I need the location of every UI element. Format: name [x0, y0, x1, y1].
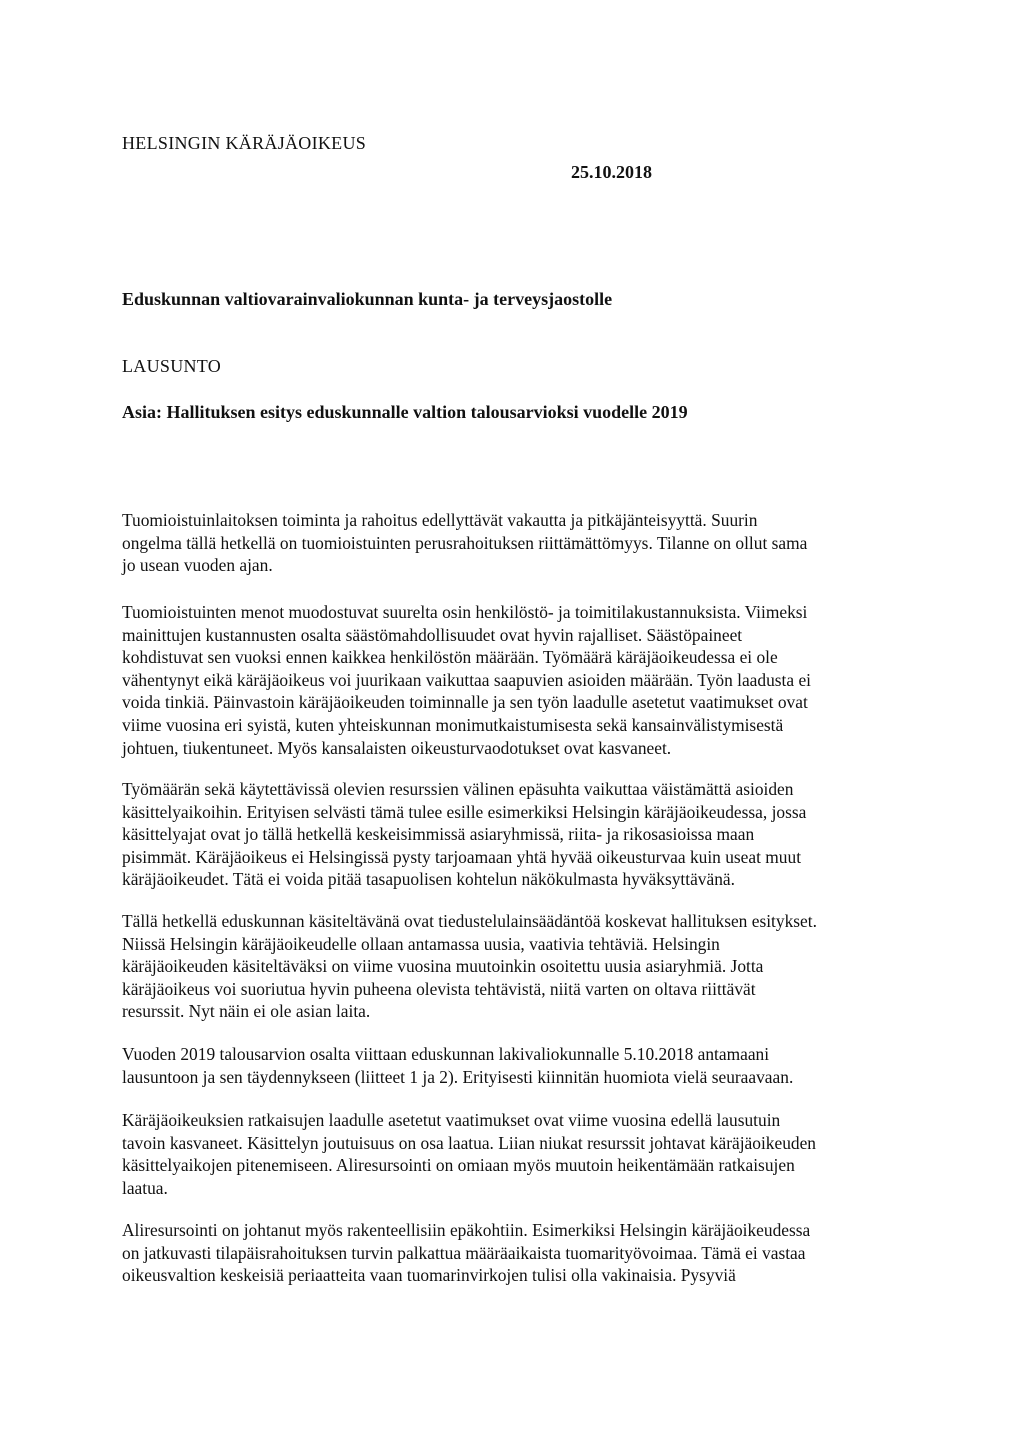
- paragraph-line: kohdistuvat sen vuoksi ennen kaikkea henkilöstön määrään. Työmäärä käräjäoikeudessa ei ole: [122, 647, 778, 668]
- body-paragraph-5: [122, 1043, 912, 1088]
- paragraph-line: Käräjäoikeuksien ratkaisujen laadulle asetetut vaatimukset ovat viime vuosina edellä lausutuin: [122, 1110, 781, 1130]
- paragraph-line: oikeusvaltion keskeisiä periaatteita vaan tuomarinvirkojen tulisi olla vakinaisia. Pysyviä: [122, 1265, 736, 1286]
- paragraph-line: mainittujen kustannusten osalta säästömahdollisuudet ovat hyvin rajalliset. Säästöpaineet: [122, 624, 743, 645]
- paragraph-line: johtuen, tiukentuneet. Myös kansalaisten oikeusturvaodotukset ovat kasvaneet.: [122, 737, 672, 758]
- paragraph-line: Vuoden 2019 talousarvion osalta viittaan eduskunnan lakivaliokunnalle 5.10.2018 antamaani: [122, 1044, 770, 1064]
- paragraph-line: Tällä hetkellä eduskunnan käsiteltävänä ovat tiedustelulainsäädäntöä koskevat hallituksen esitykset.: [122, 911, 817, 931]
- paragraph-line: resurssit. Nyt näin ei ole asian laita.: [122, 1001, 371, 1022]
- document-type: LAUSUNTO: [122, 356, 222, 376]
- paragraph-line: tavoin kasvaneet. Käsittelyn joutuisuus on osa laatua. Liian niukat resurssit johtavat käräjäoikeuden: [122, 1132, 816, 1153]
- body-paragraph-3: [122, 778, 912, 891]
- paragraph-line: Tuomioistuinlaitoksen toiminta ja rahoitus edellyttävät vakautta ja pitkäjänteisyyttä. Suurin: [122, 510, 758, 530]
- document-date: 25.10.2018: [571, 162, 652, 182]
- paragraph-line: Tuomioistuinten menot muodostuvat suurelta osin henkilöstö- ja toimitilakustannuksista. Viimeksi: [122, 602, 808, 622]
- recipient-line: Eduskunnan valtiovarainvaliokunnan kunta- ja terveysjaostolle: [122, 289, 613, 309]
- paragraph-line: käsittelyaikojen pitenemiseen. Aliresursointi on omiaan myös muutoin heikentämään ratkaisujen: [122, 1155, 795, 1176]
- body-paragraph-1: [122, 509, 912, 577]
- paragraph-line: laatua.: [122, 1177, 168, 1198]
- paragraph-line: pisimmät. Käräjäoikeus ei Helsingissä pysty tarjoamaan yhtä hyvää oikeusturvaa kuin useat muut: [122, 846, 802, 867]
- paragraph-line: käsittelyajat ovat jo tällä hetkellä keskeisimmissä asiaryhmissä, riita- ja rikosasioissa maan: [122, 824, 755, 845]
- paragraph-line: Aliresursointi on johtanut myös rakenteellisiin epäkohtiin. Esimerkiksi Helsingin käräjäoikeudessa: [122, 1220, 811, 1240]
- paragraph-line: käsittelyaikoihin. Erityisen selvästi tämä tulee esille esimerkiksi Helsingin käräjäoikeudessa, jossa: [122, 801, 807, 822]
- paragraph-line: on jatkuvasti tilapäisrahoituksen turvin palkattua määräaikaista tuomarityövoimaa. Tämä ei vastaa: [122, 1242, 806, 1263]
- paragraph-line: käräjäoikeudet. Tätä ei voida pitää tasapuolisen kohtelun näkökulmasta hyväksyttävänä.: [122, 869, 735, 890]
- body-paragraph-4: [122, 910, 912, 1023]
- paragraph-line: jo usean vuoden ajan.: [122, 555, 273, 576]
- paragraph-line: ongelma tällä hetkellä on tuomioistuinten perusrahoituksen riittämättömyys. Tilanne on ollut sama: [122, 532, 808, 553]
- body-paragraph-6: [122, 1109, 912, 1199]
- paragraph-line: käräjäoikeuden käsiteltäväksi on viime vuosina muutoinkin osoitettu uusia asiaryhmiä. Jotta: [122, 956, 764, 977]
- paragraph-line: lausuntoon ja sen täydennykseen (liitteet 1 ja 2). Erityisesti kiinnitän huomiota vielä seuraavaan.: [122, 1066, 794, 1087]
- body-paragraph-7: [122, 1219, 912, 1287]
- organization-name: HELSINGIN KÄRÄJÄOIKEUS: [122, 133, 367, 153]
- paragraph-line: käräjäoikeus voi suoriutua hyvin puheena olevista tehtävistä, niitä varten on oltava riittävät: [122, 978, 756, 999]
- paragraph-line: voida tinkiä. Päinvastoin käräjäoikeuden toiminnalle ja sen työn laadulle asetetut vaatimukset ovat: [122, 692, 808, 713]
- subject-line: Asia: Hallituksen esitys eduskunnalle valtion talousarvioksi vuodelle 2019: [122, 402, 688, 422]
- paragraph-line: Työmäärän sekä käytettävissä olevien resurssien välinen epäsuhta vaikuttaa väistämättä asioiden: [122, 779, 794, 799]
- paragraph-line: viime vuosina eri syistä, kuten yhteiskunnan monimutkaistumisesta sekä kansainvälistymisestä: [122, 714, 784, 735]
- paragraph-line: vähentynyt eikä käräjäoikeus voi juurikaan vaikuttaa saapuvien asioiden määrään. Työn laadusta ei: [122, 669, 812, 690]
- paragraph-line: Niissä Helsingin käräjäoikeudelle ollaan antamassa uusia, vaativia tehtäviä. Helsingin: [122, 933, 720, 954]
- body-paragraph-2: [122, 601, 912, 759]
